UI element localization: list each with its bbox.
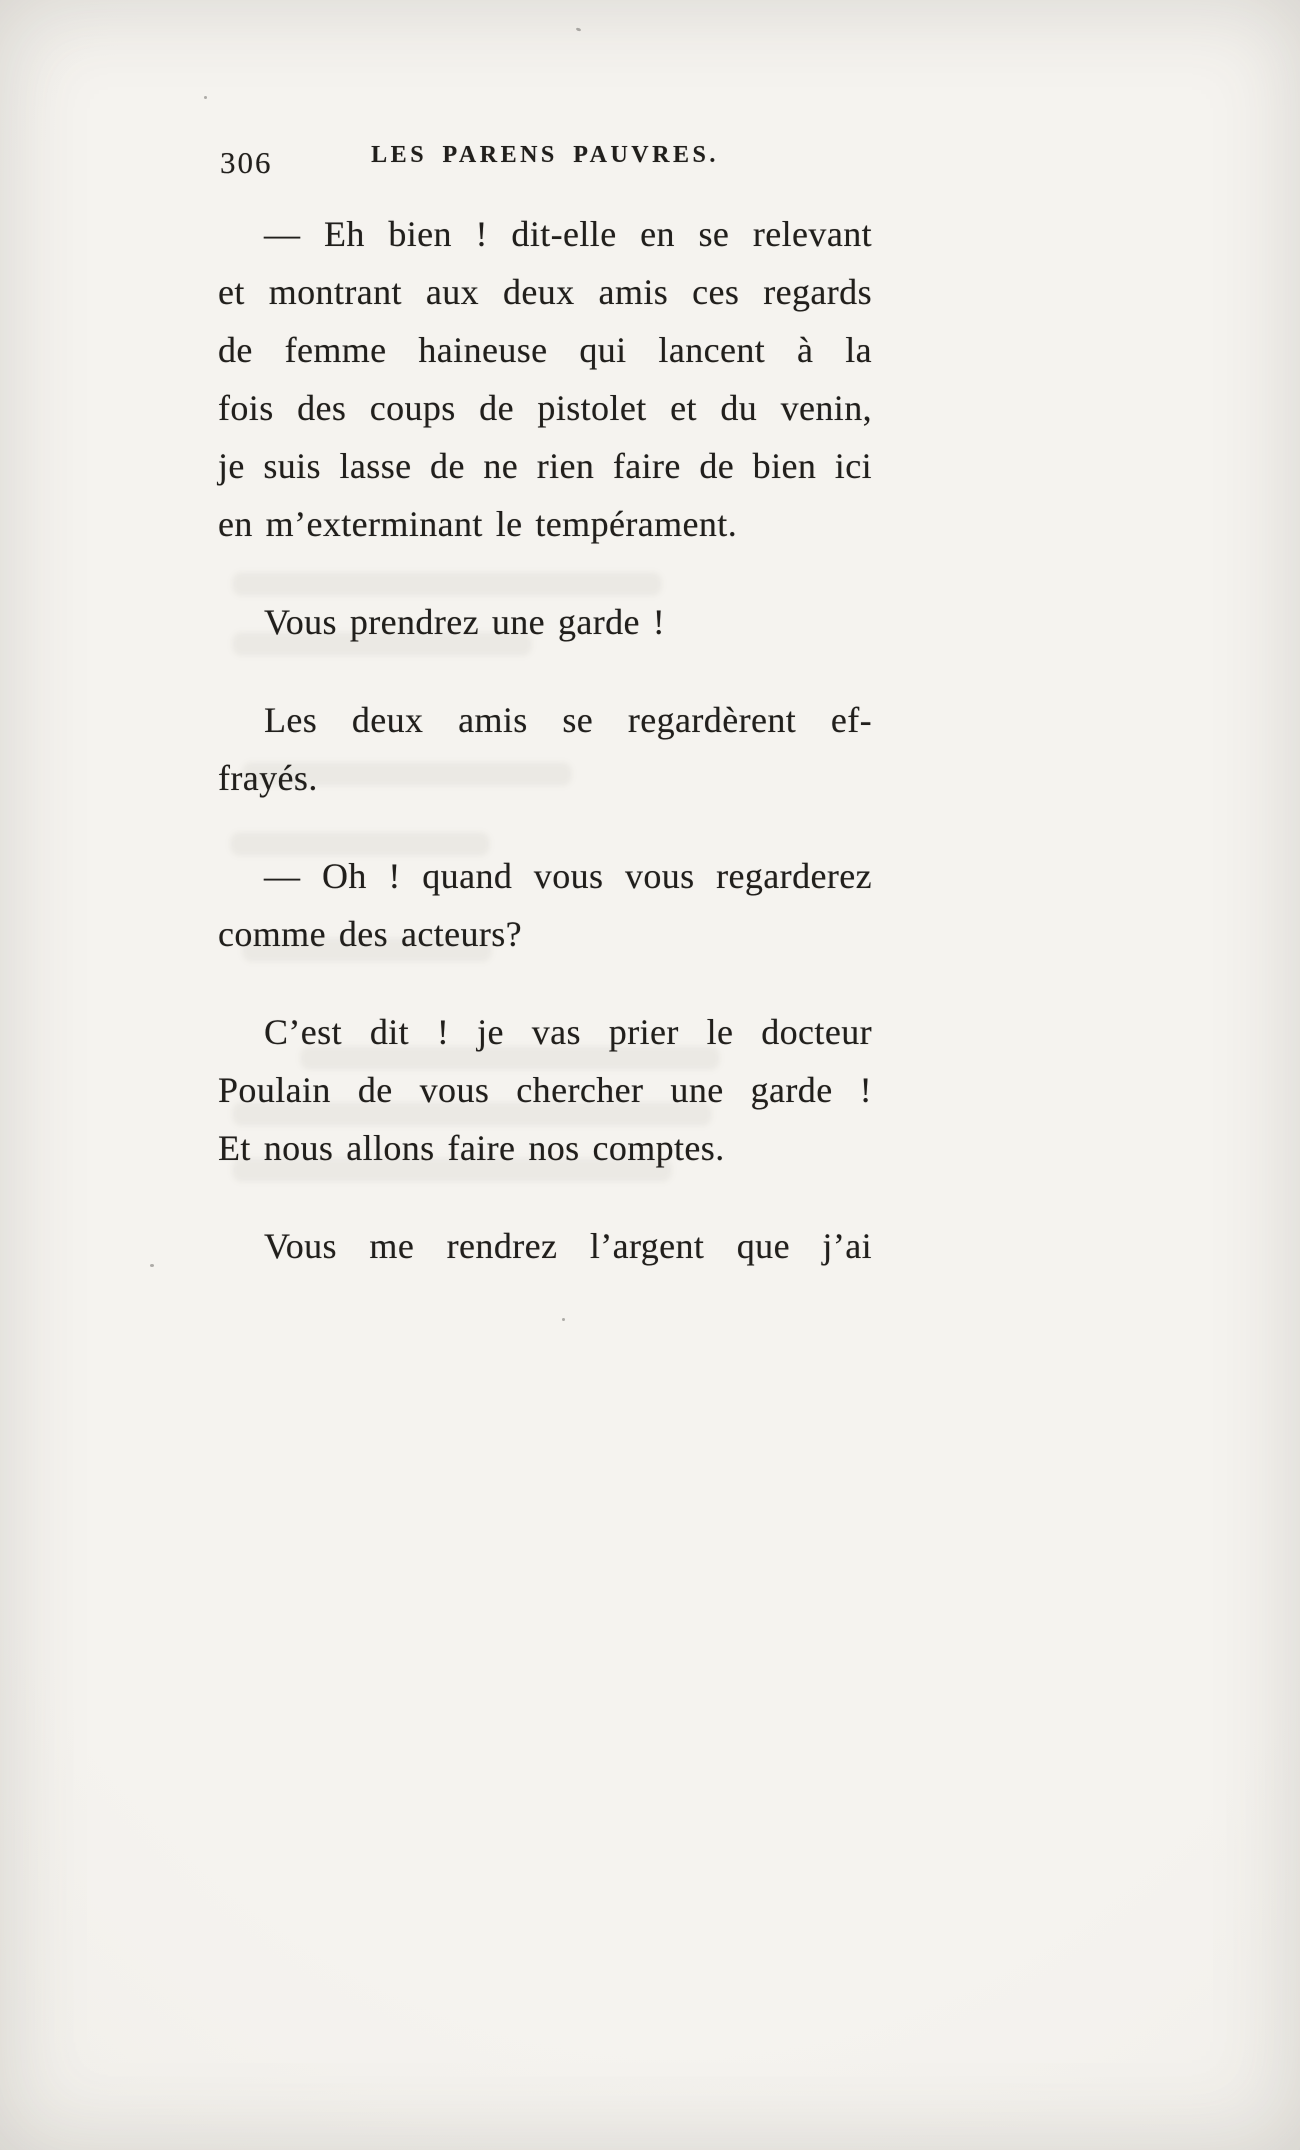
text-line: Vous me rendrez l’argent que j’ai [264,1226,872,1266]
text-line: de femme haineuse qui lancent à la [218,330,872,370]
paragraph [218,691,872,807]
text-line: en m’exterminant le tempérament. [218,504,738,544]
paragraph [218,1217,872,1275]
text-line: C’est dit ! je vas prier le docteur [264,1012,872,1052]
text-line: comme des acteurs? [218,914,523,954]
text-line: frayés. [218,758,318,798]
text-line: — Oh ! quand vous vous regarderez [264,856,872,896]
page-number: 306 [220,145,273,180]
text-line: je suis lasse de ne rien faire de bien ici [218,446,872,486]
paragraph [218,205,872,553]
text-line: Poulain de vous chercher une garde ! [218,1070,872,1110]
text-line: Et nous allons faire nos comptes. [218,1128,725,1168]
scan-speck [562,1318,565,1321]
paragraph [218,593,872,651]
text-line: fois des coups de pistolet et du venin, [218,388,872,428]
page-header [218,142,872,182]
paragraph [218,847,872,963]
text-line: Les deux amis se regardèrent ef- [264,700,872,740]
scan-speck [576,27,582,32]
text-line: et montrant aux deux amis ces regards [218,272,872,312]
running-title: LES PARENS PAUVRES. [371,142,719,168]
text-line: Vous prendrez une garde ! [264,602,666,642]
scan-speck [150,1264,154,1267]
text-line: — Eh bien ! dit-elle en se relevant [264,214,872,254]
text-block [218,205,872,1315]
scan-speck [204,96,207,99]
paragraph [218,1003,872,1177]
